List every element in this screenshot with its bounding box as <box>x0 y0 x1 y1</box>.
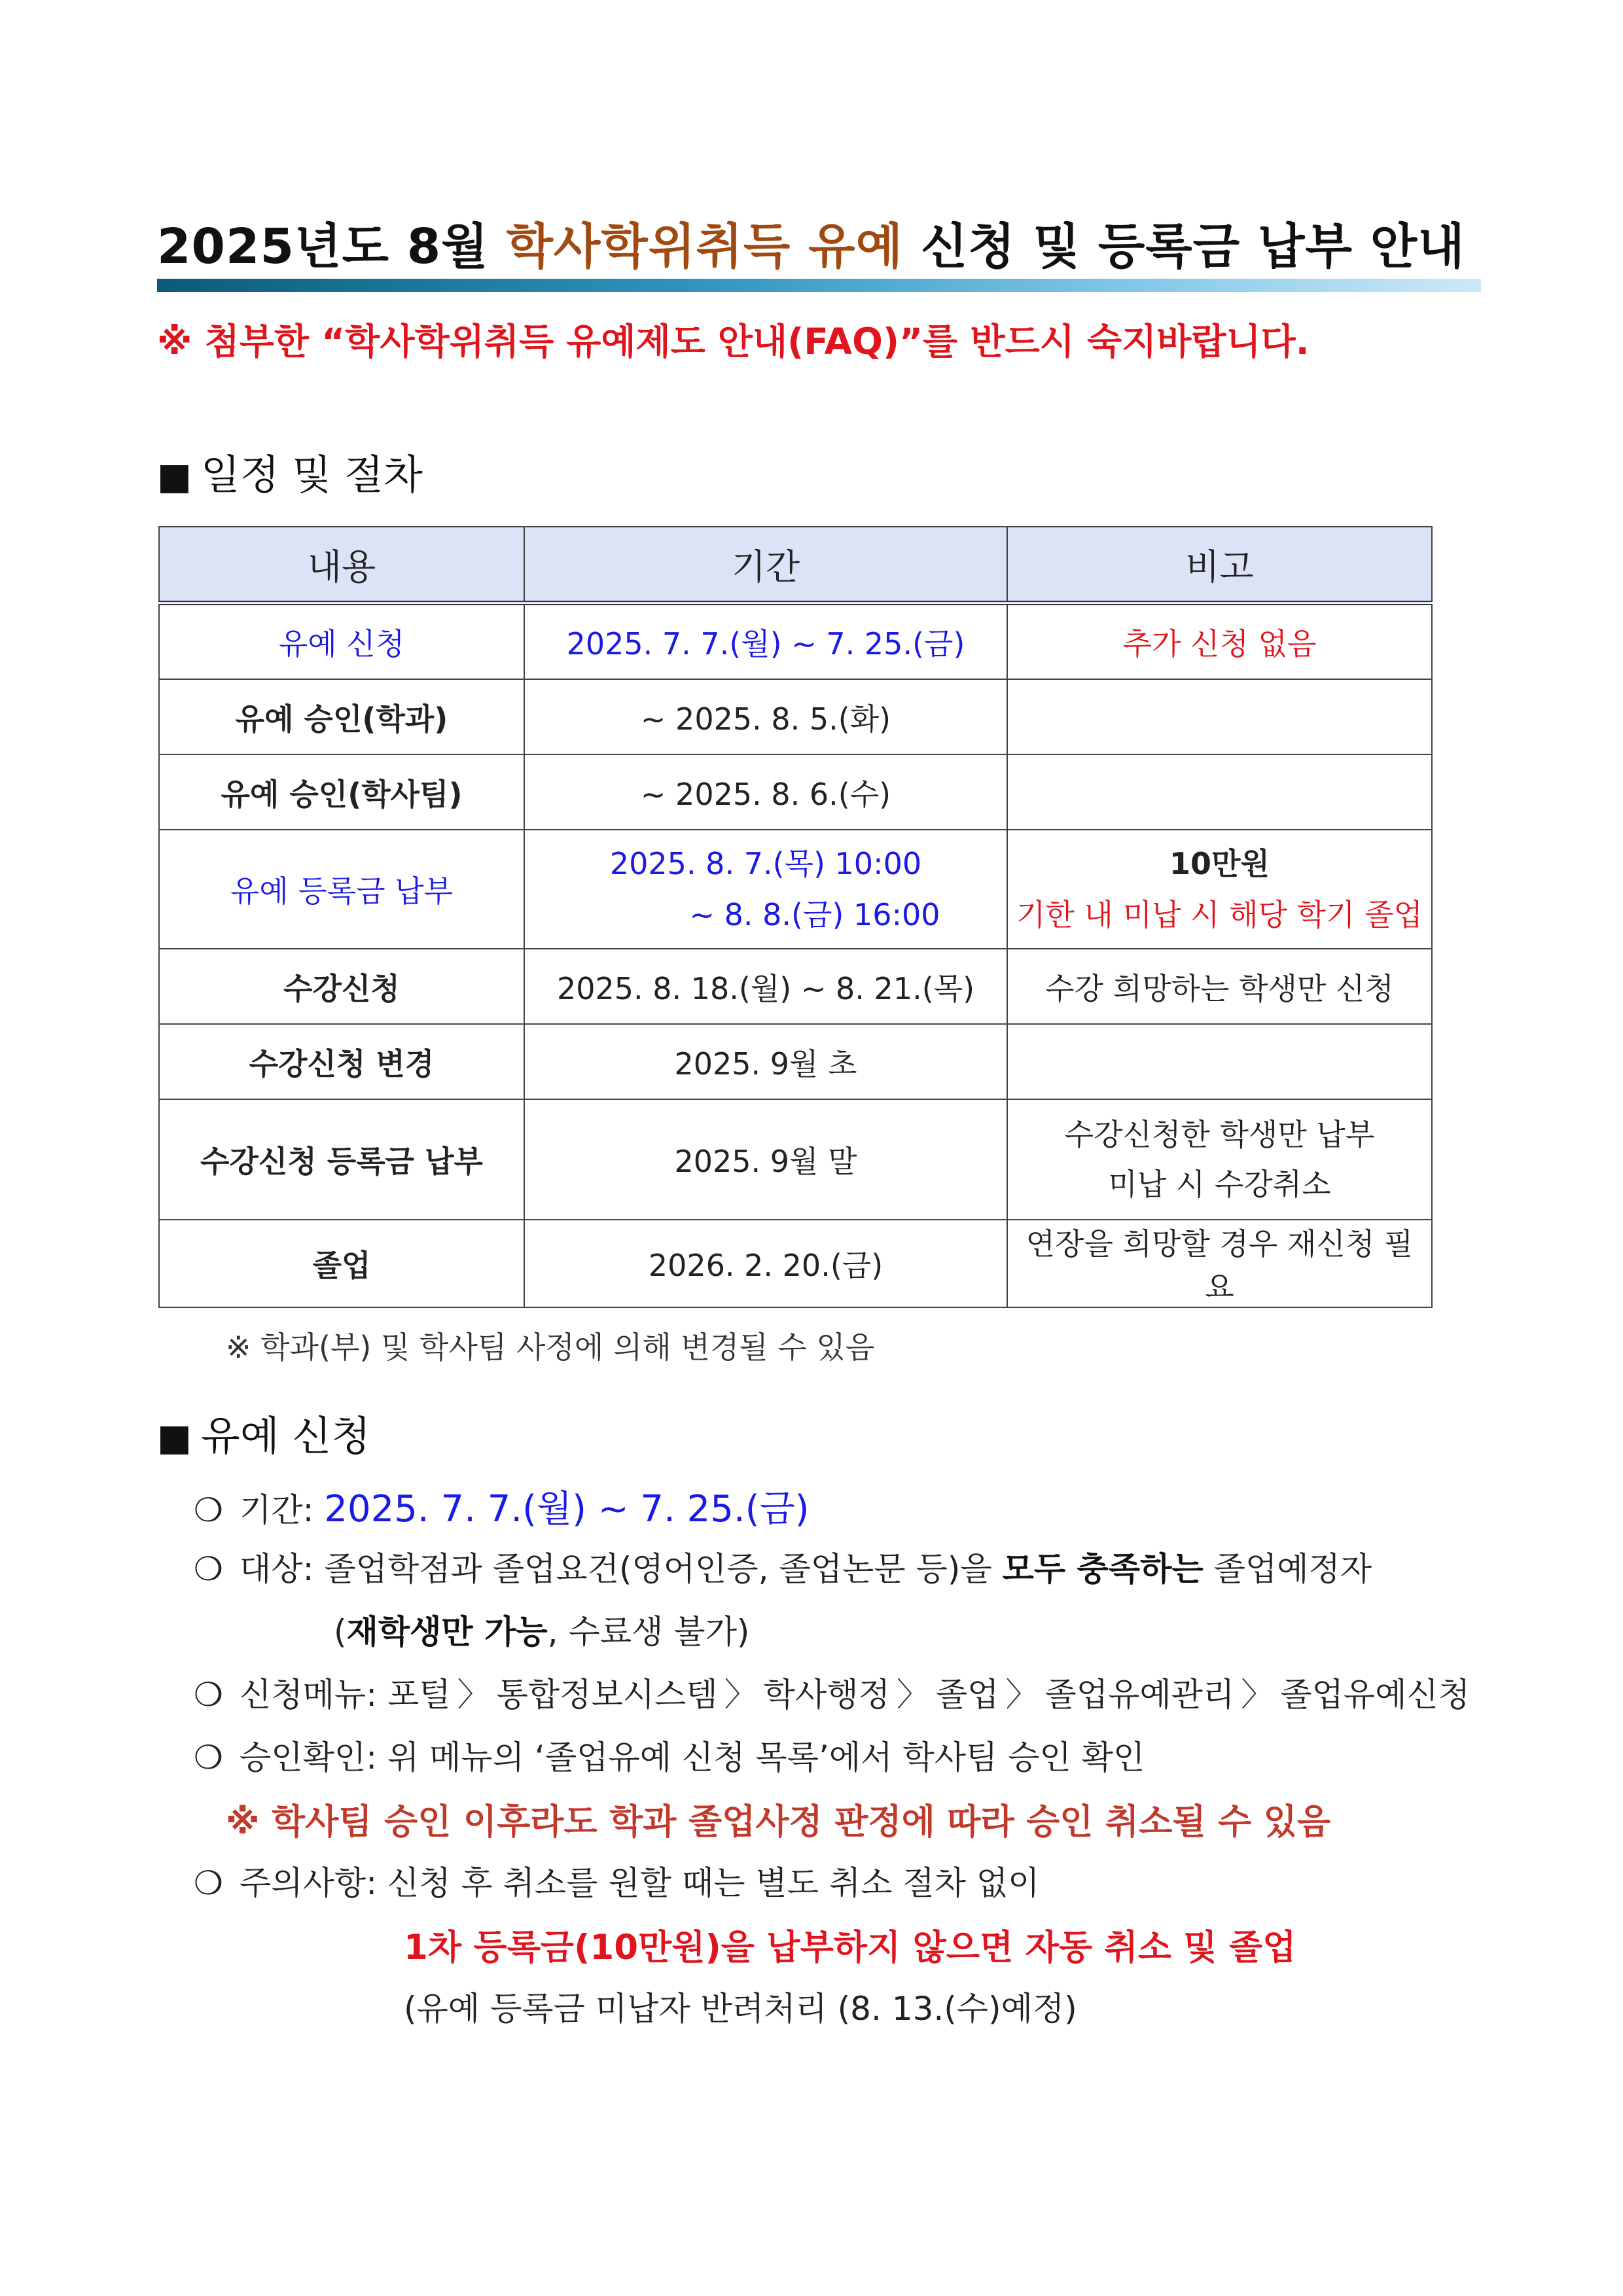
cell-remark <box>1007 679 1432 754</box>
cell-content: 유예 승인(학사팀) <box>159 754 524 830</box>
cell-content: 유예 신청 <box>159 603 524 680</box>
period-line-1: 2025. 8. 7.(목) 10:00 <box>609 846 922 881</box>
remark-line-2: 미납 시 수강취소 <box>1108 1167 1331 1202</box>
column-header-content: 내용 <box>159 527 524 603</box>
table-row <box>159 603 1432 680</box>
table-row <box>159 679 1432 754</box>
table-row <box>159 830 1432 949</box>
circle-bullet-icon: ❍ <box>194 1864 223 1902</box>
column-header-remark: 비고 <box>1007 527 1432 603</box>
apply-menu-item <box>194 1669 1470 1716</box>
target-label: 대상: 졸업학점과 졸업요건(영어인증, 졸업논문 등)을 <box>240 1550 1003 1588</box>
cell-remark <box>1007 754 1432 830</box>
cell-content: 유예 등록금 납부 <box>159 830 524 949</box>
cell-content: 수강신청 <box>159 949 524 1024</box>
remark-line-1: 10만원 <box>1169 846 1270 881</box>
chevron-right-icon: 〉 <box>1241 1676 1274 1714</box>
table-row <box>159 1024 1432 1099</box>
title-underline-bar <box>157 279 1481 292</box>
section-title: 유예 신청 <box>200 1412 371 1460</box>
cell-period: 2026. 2. 20.(금) <box>524 1220 1007 1307</box>
cell-period: 2025. 8. 18.(월) ~ 8. 21.(목) <box>524 949 1007 1024</box>
cell-content: 수강신청 변경 <box>159 1024 524 1099</box>
target-bold: 모두 충족하는 <box>1002 1550 1204 1588</box>
cell-remark <box>1007 1099 1432 1220</box>
cell-content: 유예 승인(학과) <box>159 679 524 754</box>
confirm-text: 승인확인: 위 메뉴의 ‘졸업유예 신청 목록’에서 학사팀 승인 확인 <box>240 1739 1145 1776</box>
menu-path-deferral-mgmt: 졸업유예관리 <box>1044 1676 1235 1714</box>
table-row <box>159 949 1432 1024</box>
table-row <box>159 1220 1432 1307</box>
schedule-table <box>158 526 1433 1308</box>
menu-path-system: 통합정보시스템 <box>496 1676 718 1714</box>
cell-remark <box>1007 1024 1432 1099</box>
cell-remark: 연장을 희망할 경우 재신청 필요 <box>1007 1220 1432 1307</box>
apply-target-line-2 <box>334 1606 749 1653</box>
title-suffix: 신청 및 등록금 납부 안내 <box>903 219 1465 275</box>
faq-notice: ※ 첨부한 “학사학위취득 유예제도 안내(FAQ)”를 반드시 숙지바랍니다. <box>157 321 1310 362</box>
table-header-row <box>159 527 1432 603</box>
auto-cancel-warning: 1차 등록금(10만원)을 납부하지 않으면 자동 취소 및 졸업 <box>404 1928 1296 1968</box>
column-header-period: 기간 <box>524 527 1007 603</box>
rejection-note: (유예 등록금 미납자 반려처리 (8. 13.(수)예정) <box>404 1990 1077 2028</box>
table-row <box>159 754 1432 830</box>
cell-period: 2025. 9월 말 <box>524 1099 1007 1220</box>
menu-label: 신청메뉴: <box>240 1676 387 1714</box>
title-prefix: 2025년도 8월 <box>157 219 507 275</box>
period-value: 2025. 7. 7.(월) ~ 7. 25.(금) <box>324 1488 810 1530</box>
circle-bullet-icon: ❍ <box>194 1739 223 1776</box>
cell-content: 졸업 <box>159 1220 524 1307</box>
title-highlight: 학사학위취득 유예 <box>506 219 904 275</box>
approval-cancel-warning: ※ 학사팀 승인 이후라도 학과 졸업사정 판정에 따라 승인 취소될 수 있음 <box>226 1802 1331 1842</box>
menu-path-portal: 포털 <box>387 1676 451 1714</box>
cell-period <box>524 830 1007 949</box>
page-title <box>157 208 1463 277</box>
circle-bullet-icon: ❍ <box>194 1676 223 1714</box>
menu-path-academic: 학사행정 <box>763 1676 890 1714</box>
circle-bullet-icon: ❍ <box>194 1491 223 1529</box>
menu-path-deferral-apply: 졸업유예신청 <box>1280 1676 1471 1714</box>
target-suffix: 졸업예정자 <box>1203 1550 1372 1588</box>
apply-caution-item <box>194 1857 1040 1904</box>
section-title: 일정 및 절차 <box>200 451 423 499</box>
period-line-2: ~ 8. 8.(금) 16:00 <box>689 897 940 932</box>
apply-period-item <box>194 1480 810 1532</box>
section-heading-schedule <box>157 442 423 501</box>
cell-period: 2025. 7. 7.(월) ~ 7. 25.(금) <box>524 603 1007 680</box>
cell-period: ~ 2025. 8. 6.(수) <box>524 754 1007 830</box>
table-row <box>159 1099 1432 1220</box>
table-change-note: ※ 학과(부) 및 학사팀 사정에 의해 변경될 수 있음 <box>226 1330 875 1365</box>
cell-content: 수강신청 등록금 납부 <box>159 1099 524 1220</box>
cell-period: 2025. 9월 초 <box>524 1024 1007 1099</box>
circle-bullet-icon: ❍ <box>194 1550 223 1588</box>
cell-remark: 수강 희망하는 학생만 신청 <box>1007 949 1432 1024</box>
remark-line-1: 수강신청한 학생만 납부 <box>1064 1117 1375 1152</box>
chevron-right-icon: 〉 <box>724 1676 757 1714</box>
period-label: 기간: <box>240 1491 325 1529</box>
menu-path-graduation: 졸업 <box>935 1676 999 1714</box>
chevron-right-icon: 〉 <box>1005 1676 1039 1714</box>
target-line2-bold: 재학생만 가능 <box>346 1613 548 1651</box>
square-bullet-icon: ■ <box>157 455 192 498</box>
section-heading-application <box>157 1404 370 1462</box>
cell-period: ~ 2025. 8. 5.(화) <box>524 679 1007 754</box>
chevron-right-icon: 〉 <box>457 1676 490 1714</box>
remark-text: 추가 신청 없음 <box>1122 626 1317 662</box>
target-line2-rest: , 수료생 불가) <box>547 1613 750 1651</box>
cell-remark <box>1007 603 1432 680</box>
apply-target-item <box>194 1543 1372 1590</box>
apply-confirm-item <box>194 1731 1145 1778</box>
target-line2-open: ( <box>334 1613 347 1651</box>
cell-remark <box>1007 830 1432 949</box>
caution-label: 주의사항: 신청 후 취소를 원할 때는 별도 취소 절차 없이 <box>240 1864 1040 1902</box>
square-bullet-icon: ■ <box>157 1417 192 1459</box>
chevron-right-icon: 〉 <box>896 1676 929 1714</box>
remark-line-2: 기한 내 미납 시 해당 학기 졸업 <box>1016 897 1423 932</box>
